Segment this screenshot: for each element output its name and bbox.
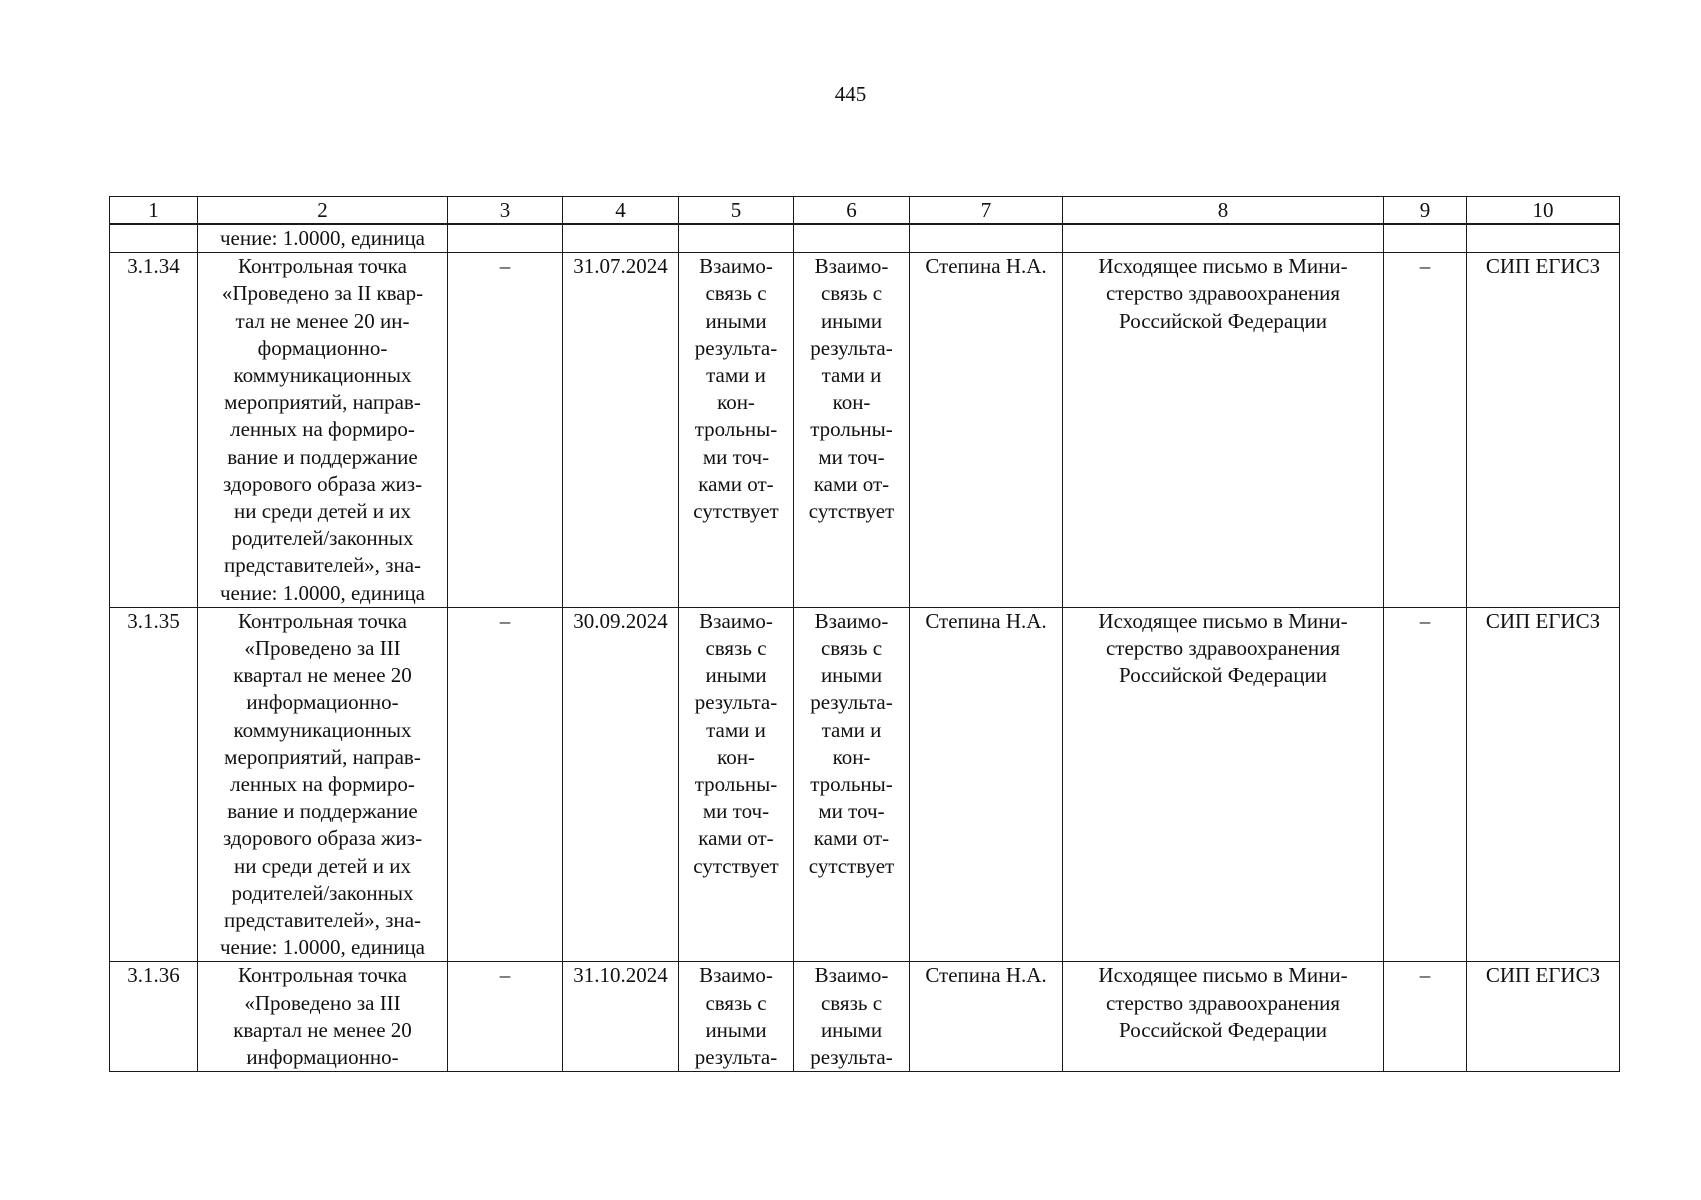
description-text: Контрольная точка «Проведено за III квартал не менее 20 информационно- коммуникационных мероприятий, направ- ленных на формиро- вание и поддержание здорового образа жиз- ни среди детей и их родителей/законных представителей», зна- чение: 1.0000, единица	[219, 608, 426, 960]
table-row	[110, 607, 1620, 962]
cell-col9: –	[1384, 962, 1467, 1072]
cell-col3	[448, 224, 563, 253]
description-text: Контрольная точка «Проведено за III квартал не менее 20 информационно-	[233, 963, 412, 1070]
header-row	[110, 197, 1620, 225]
cell-description	[198, 224, 448, 253]
cell-number	[110, 224, 198, 253]
cell-number: 3.1.35	[110, 607, 198, 962]
relation-text: Взаимо- связь с иными результа- тами и кон- трольны- ми точ- ками от- сутствует	[808, 608, 895, 878]
column-header-4: 4	[563, 197, 679, 225]
cell-description	[198, 607, 448, 962]
cell-col3: –	[448, 253, 563, 608]
cell-col5	[679, 607, 794, 962]
column-header-10: 10	[1467, 197, 1620, 225]
cell-system: СИП ЕГИСЗ	[1467, 253, 1620, 608]
cell-col6	[794, 253, 910, 608]
cell-system	[1467, 224, 1620, 253]
document-text: Исходящее письмо в Мини- стерство здравоохранения Российской Федерации	[1098, 608, 1348, 688]
cell-responsible	[910, 224, 1063, 253]
cell-col3: –	[448, 962, 563, 1072]
column-header-7: 7	[910, 197, 1063, 225]
cell-date	[563, 224, 679, 253]
cell-col6	[794, 607, 910, 962]
cell-col3: –	[448, 607, 563, 962]
cell-col6	[794, 962, 910, 1072]
cell-description	[198, 962, 448, 1072]
cell-date: 31.07.2024	[563, 253, 679, 608]
relation-text: Взаимо- связь с иными результа- тами и кон- трольны- ми точ- ками от- сутствует	[693, 254, 779, 524]
column-header-3: 3	[448, 197, 563, 225]
cell-col5	[679, 962, 794, 1072]
cell-number: 3.1.34	[110, 253, 198, 608]
description-text: чение: 1.0000, единица	[219, 226, 426, 250]
page-number: 445	[834, 82, 867, 106]
cell-col9: –	[1384, 607, 1467, 962]
table-header	[110, 197, 1620, 225]
continuation-row	[110, 224, 1620, 253]
table-row	[110, 962, 1620, 1072]
cell-document	[1063, 962, 1384, 1072]
cell-responsible: Степина Н.А.	[910, 962, 1063, 1072]
relation-text: Взаимо- связь с иными результа- тами и кон- трольны- ми точ- ками от- сутствует	[808, 254, 895, 524]
column-header-5: 5	[679, 197, 794, 225]
document-text: Исходящее письмо в Мини- стерство здравоохранения Российской Федерации	[1098, 963, 1348, 1042]
cell-col5	[679, 253, 794, 608]
column-header-9: 9	[1384, 197, 1467, 225]
document-text: Исходящее письмо в Мини- стерство здравоохранения Российской Федерации	[1098, 254, 1348, 333]
cell-system: СИП ЕГИСЗ	[1467, 607, 1620, 962]
column-header-1: 1	[110, 197, 198, 225]
cell-col6	[794, 224, 910, 253]
cell-date: 31.10.2024	[563, 962, 679, 1072]
cell-number: 3.1.36	[110, 962, 198, 1072]
cell-system: СИП ЕГИСЗ	[1467, 962, 1620, 1072]
relation-text: Взаимо- связь с иными результа- тами и кон- трольны- ми точ- ками от- сутствует	[693, 608, 779, 878]
relation-text: Взаимо- связь с иными результа-	[810, 963, 893, 1070]
cell-col9: –	[1384, 253, 1467, 608]
document-table	[109, 196, 1620, 1072]
cell-date: 30.09.2024	[563, 607, 679, 962]
cell-document	[1063, 224, 1384, 253]
cell-description	[198, 253, 448, 608]
cell-document	[1063, 607, 1384, 962]
table-body	[110, 224, 1620, 1072]
column-header-6: 6	[794, 197, 910, 225]
description-text: Контрольная точка «Проведено за II квар- тал не менее 20 ин- формационно- коммуникационных мероприятий, направ- ленных на формиро- вание и поддержание здорового образа жиз- ни среди детей и их родителей/законных представителей», зна- чение: 1.0000, единица	[219, 254, 426, 605]
cell-col9	[1384, 224, 1467, 253]
cell-col5	[679, 224, 794, 253]
cell-responsible: Степина Н.А.	[910, 253, 1063, 608]
column-header-2: 2	[198, 197, 448, 225]
cell-document	[1063, 253, 1384, 608]
relation-text: Взаимо- связь с иными результа-	[694, 963, 778, 1070]
table-row	[110, 253, 1620, 608]
cell-responsible: Степина Н.А.	[910, 607, 1063, 962]
column-header-8: 8	[1063, 197, 1384, 225]
